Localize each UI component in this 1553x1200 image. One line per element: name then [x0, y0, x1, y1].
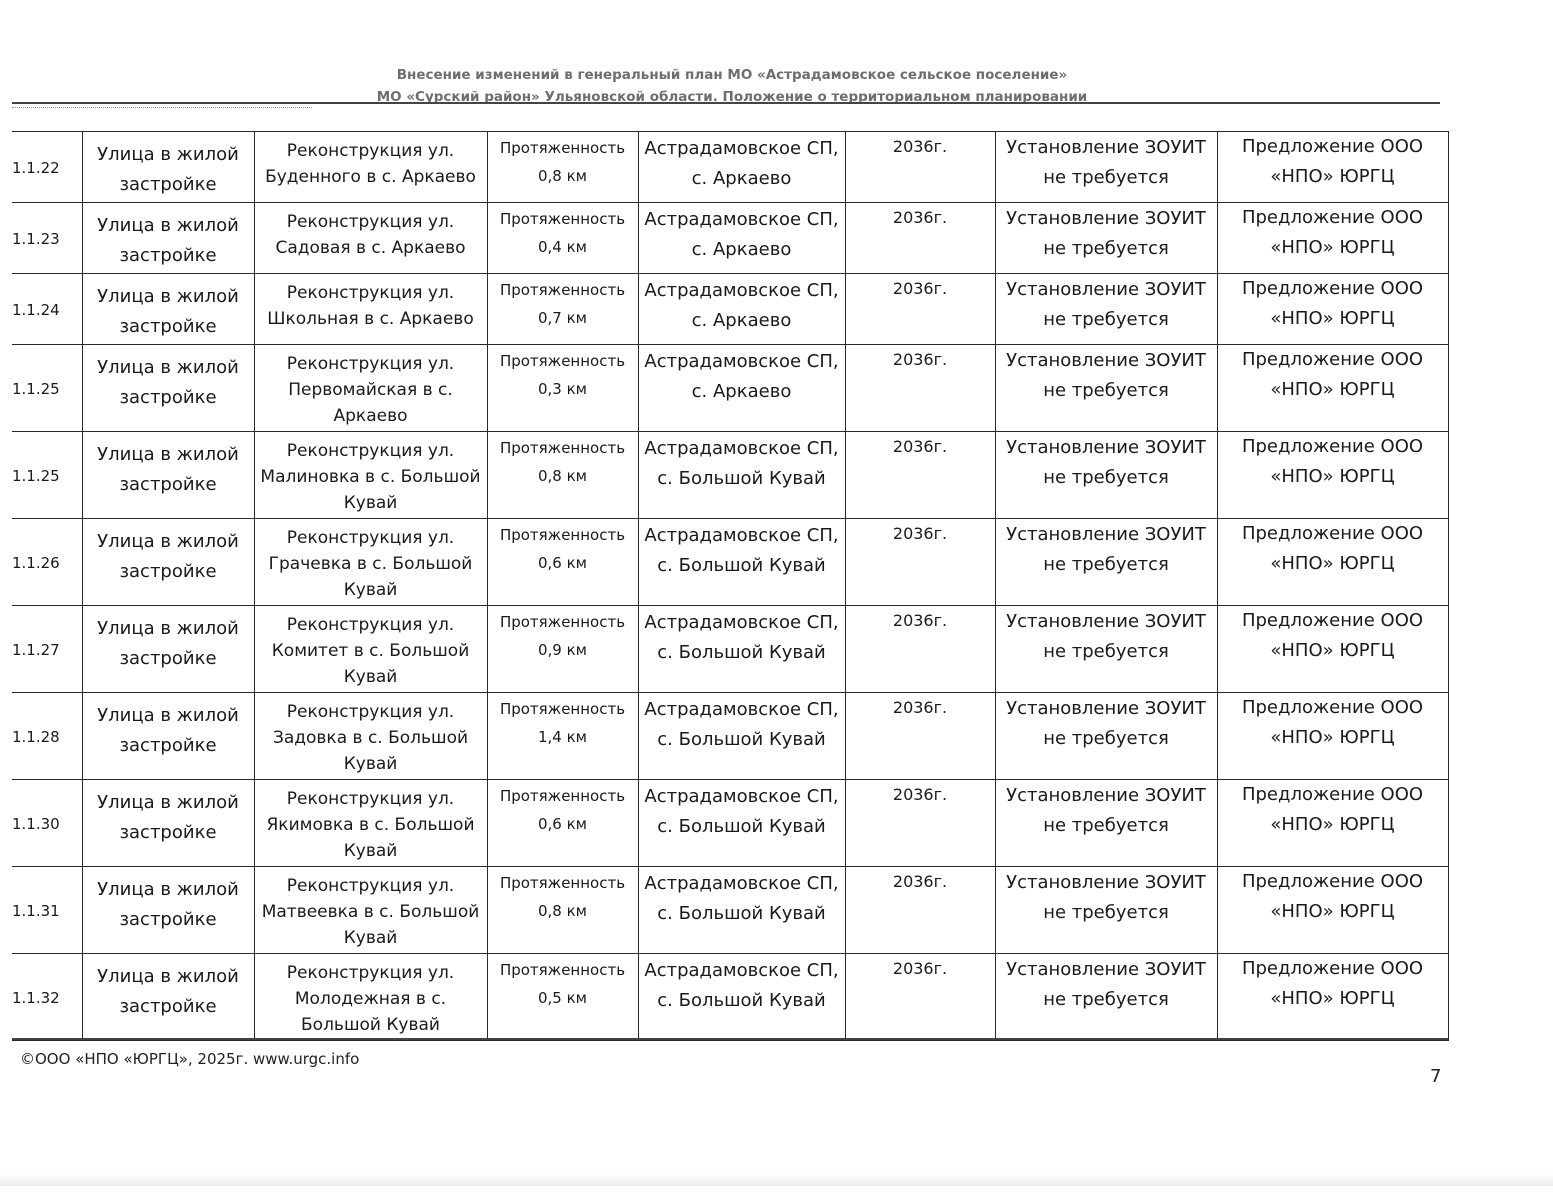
location: Астрадамовское СП, с. Аркаево — [638, 274, 845, 345]
extent: Протяженность 1,4 км — [487, 693, 638, 780]
proposal-source: Предложение ООО «НПО» ЮРГЦ — [1217, 203, 1448, 274]
extent: Протяженность 0,8 км — [487, 867, 638, 954]
zouit-status: Установление ЗОУИТ не требуется — [995, 693, 1217, 780]
proposal-source: Предложение ООО «НПО» ЮРГЦ — [1217, 693, 1448, 780]
extent: Протяженность 0,9 км — [487, 606, 638, 693]
location: Астрадамовское СП, с. Большой Кувай — [638, 606, 845, 693]
table-row — [12, 345, 1448, 432]
row-number: 1.1.28 — [12, 693, 82, 780]
zouit-status: Установление ЗОУИТ не требуется — [995, 606, 1217, 693]
location: Астрадамовское СП, с. Большой Кувай — [638, 432, 845, 519]
proposal-source: Предложение ООО «НПО» ЮРГЦ — [1217, 274, 1448, 345]
footer-copyright: ©ООО «НПО «ЮРГЦ», 2025г. www.urgc.info — [20, 1050, 360, 1068]
object-type: Улица в жилой застройке — [82, 132, 254, 203]
work-description: Реконструкция ул. Комитет в с. Большой Кувай — [254, 606, 487, 693]
deadline-year: 2036г. — [845, 693, 995, 780]
deadline-year: 2036г. — [845, 954, 995, 1041]
object-type: Улица в жилой застройке — [82, 432, 254, 519]
location: Астрадамовское СП, с. Аркаево — [638, 132, 845, 203]
deadline-year: 2036г. — [845, 274, 995, 345]
table-row — [12, 132, 1448, 203]
location: Астрадамовское СП, с. Большой Кувай — [638, 780, 845, 867]
work-description: Реконструкция ул. Буденного в с. Аркаево — [254, 132, 487, 203]
object-type: Улица в жилой застройке — [82, 954, 254, 1041]
deadline-year: 2036г. — [845, 132, 995, 203]
zouit-status: Установление ЗОУИТ не требуется — [995, 432, 1217, 519]
header-divider-dotted — [12, 107, 312, 108]
object-type: Улица в жилой застройке — [82, 203, 254, 274]
deadline-year: 2036г. — [845, 432, 995, 519]
extent: Протяженность 0,5 км — [487, 954, 638, 1041]
proposal-source: Предложение ООО «НПО» ЮРГЦ — [1217, 780, 1448, 867]
row-number: 1.1.30 — [12, 780, 82, 867]
table-row — [12, 203, 1448, 274]
extent: Протяженность 0,4 км — [487, 203, 638, 274]
object-type: Улица в жилой застройке — [82, 274, 254, 345]
proposal-source: Предложение ООО «НПО» ЮРГЦ — [1217, 132, 1448, 203]
planning-table — [12, 131, 1449, 1041]
object-type: Улица в жилой застройке — [82, 519, 254, 606]
scan-edge — [0, 1174, 1553, 1186]
extent: Протяженность 0,3 км — [487, 345, 638, 432]
row-number: 1.1.25 — [12, 432, 82, 519]
deadline-year: 2036г. — [845, 867, 995, 954]
table-row — [12, 606, 1448, 693]
row-number: 1.1.31 — [12, 867, 82, 954]
work-description: Реконструкция ул. Садовая в с. Аркаево — [254, 203, 487, 274]
extent: Протяженность 0,8 км — [487, 132, 638, 203]
extent: Протяженность 0,6 км — [487, 780, 638, 867]
row-number: 1.1.32 — [12, 954, 82, 1041]
table-row — [12, 432, 1448, 519]
location: Астрадамовское СП, с. Большой Кувай — [638, 519, 845, 606]
table-row — [12, 519, 1448, 606]
location: Астрадамовское СП, с. Аркаево — [638, 345, 845, 432]
row-number: 1.1.22 — [12, 132, 82, 203]
table-row — [12, 780, 1448, 867]
location: Астрадамовское СП, с. Большой Кувай — [638, 867, 845, 954]
zouit-status: Установление ЗОУИТ не требуется — [995, 867, 1217, 954]
row-number: 1.1.26 — [12, 519, 82, 606]
row-number: 1.1.24 — [12, 274, 82, 345]
zouit-status: Установление ЗОУИТ не требуется — [995, 274, 1217, 345]
header-title-line-2: МО «Сурский район» Ульяновской области. Положение о территориальном планировании — [376, 89, 1088, 105]
work-description: Реконструкция ул. Школьная в с. Аркаево — [254, 274, 487, 345]
zouit-status: Установление ЗОУИТ не требуется — [995, 132, 1217, 203]
proposal-source: Предложение ООО «НПО» ЮРГЦ — [1217, 606, 1448, 693]
deadline-year: 2036г. — [845, 606, 995, 693]
location: Астрадамовское СП, с. Аркаево — [638, 203, 845, 274]
extent: Протяженность 0,8 км — [487, 432, 638, 519]
proposal-source: Предложение ООО «НПО» ЮРГЦ — [1217, 519, 1448, 606]
work-description: Реконструкция ул. Первомайская в с. Аркаево — [254, 345, 487, 432]
object-type: Улица в жилой застройке — [82, 867, 254, 954]
proposal-source: Предложение ООО «НПО» ЮРГЦ — [1217, 954, 1448, 1041]
object-type: Улица в жилой застройке — [82, 345, 254, 432]
row-number: 1.1.23 — [12, 203, 82, 274]
object-type: Улица в жилой застройке — [82, 606, 254, 693]
location: Астрадамовское СП, с. Большой Кувай — [638, 693, 845, 780]
zouit-status: Установление ЗОУИТ не требуется — [995, 954, 1217, 1041]
deadline-year: 2036г. — [845, 203, 995, 274]
proposal-source: Предложение ООО «НПО» ЮРГЦ — [1217, 345, 1448, 432]
zouit-status: Установление ЗОУИТ не требуется — [995, 519, 1217, 606]
proposal-source: Предложение ООО «НПО» ЮРГЦ — [1217, 432, 1448, 519]
work-description: Реконструкция ул. Молодежная в с. Большой Кувай — [254, 954, 487, 1041]
object-type: Улица в жилой застройке — [82, 693, 254, 780]
zouit-status: Установление ЗОУИТ не требуется — [995, 203, 1217, 274]
table-row — [12, 867, 1448, 954]
work-description: Реконструкция ул. Якимовка в с. Большой Кувай — [254, 780, 487, 867]
row-number: 1.1.27 — [12, 606, 82, 693]
table-row — [12, 693, 1448, 780]
work-description: Реконструкция ул. Матвеевка в с. Большой Кувай — [254, 867, 487, 954]
row-number: 1.1.25 — [12, 345, 82, 432]
object-type: Улица в жилой застройке — [82, 780, 254, 867]
page-number: 7 — [1430, 1066, 1442, 1087]
table-row — [12, 274, 1448, 345]
location: Астрадамовское СП, с. Большой Кувай — [638, 954, 845, 1041]
work-description: Реконструкция ул. Задовка в с. Большой Кувай — [254, 693, 487, 780]
work-description: Реконструкция ул. Малиновка в с. Большой Кувай — [254, 432, 487, 519]
extent: Протяженность 0,7 км — [487, 274, 638, 345]
header-divider — [12, 102, 1440, 104]
work-description: Реконструкция ул. Грачевка в с. Большой Кувай — [254, 519, 487, 606]
zouit-status: Установление ЗОУИТ не требуется — [995, 780, 1217, 867]
deadline-year: 2036г. — [845, 780, 995, 867]
footer-divider — [12, 1038, 1448, 1040]
extent: Протяженность 0,6 км — [487, 519, 638, 606]
table-row — [12, 954, 1448, 1041]
proposal-source: Предложение ООО «НПО» ЮРГЦ — [1217, 867, 1448, 954]
zouit-status: Установление ЗОУИТ не требуется — [995, 345, 1217, 432]
header-title-line-1: Внесение изменений в генеральный план МО «Астрадамовское сельское поселение» — [396, 67, 1068, 83]
deadline-year: 2036г. — [845, 519, 995, 606]
deadline-year: 2036г. — [845, 345, 995, 432]
